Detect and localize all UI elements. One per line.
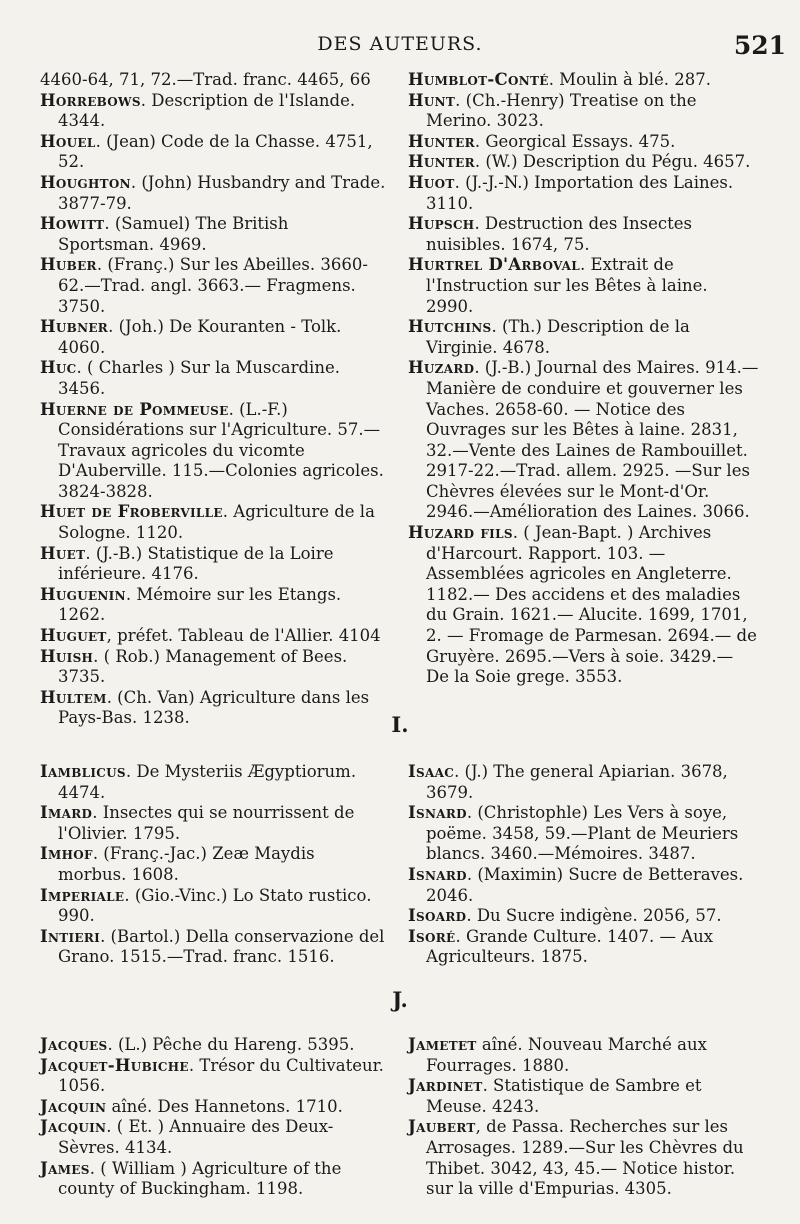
author-name: Hunter: [408, 152, 475, 172]
index-entry: [40, 927, 388, 968]
index-entry: [408, 1035, 760, 1076]
entry-text: . ( Charles ) Sur la Muscardine. 3456.: [58, 358, 340, 398]
section-i-left-column: [40, 762, 388, 968]
author-name: James: [40, 1158, 90, 1178]
author-name: Imperiale: [40, 885, 125, 905]
entry-text: . Insectes qui se nourrissent de l'Olivier. 1795.: [58, 803, 355, 843]
entry-text: aîné. Nouveau Marché aux Fourrages. 1880.: [426, 1035, 707, 1075]
entry-text: . (Christophle) Les Vers à soye, poëme. 3458, 59.—Plant de Meuriers blancs. 3460.—Mémoires. 3487.: [426, 803, 739, 864]
index-entry: [408, 1117, 760, 1199]
entry-text: . De Mysteriis Ægyptiorum. 4474.: [58, 762, 357, 802]
author-name: Huish: [40, 646, 94, 666]
entry-text: . (L.-F.) Considérations sur l'Agriculture. 57.—Travaux agricoles du vicomte D'Auberville. 115.—Colonies agricoles. 3824-3828.: [58, 399, 384, 501]
author-name: Jacques: [40, 1035, 108, 1054]
entry-text: 4460-64, 71, 72.—Trad. franc. 4465, 66: [40, 70, 371, 89]
entry-text: . (Joh.) De Kouranten - Tolk. 4060.: [58, 317, 342, 357]
index-entry: [40, 647, 388, 688]
entry-text: . (J.-B.) Journal des Maires. 914.—Manière de conduire et gouverner les Vaches. 2658-60. — Notice des Ouvrages sur les Bêtes à laine. 2831, 32.—Vente des Laines de Rambouillet. 2917-22.—Trad. allem. 2925. —Sur les Chèvres élevées sur le Mont-d'Or. 2946.—Amélioration des Laines. 3066.: [426, 358, 759, 522]
entry-text: . Description de l'Islande. 4344.: [58, 90, 356, 131]
letter-heading-j: J.: [392, 987, 408, 1012]
entry-text: . ( Et. ) Annuaire des Deux-Sèvres. 4134.: [58, 1117, 334, 1157]
entry-text: . Grande Culture. 1407. — Aux Agriculteurs. 1875.: [426, 926, 714, 967]
author-name: Isoré: [408, 926, 456, 946]
index-entry: [408, 906, 760, 927]
entry-text: . Statistique de Sambre et Meuse. 4243.: [426, 1076, 702, 1116]
author-name: Huguenin: [40, 584, 126, 604]
index-entry: [40, 762, 388, 803]
index-entry: [40, 358, 388, 399]
author-name: Howitt: [40, 214, 105, 234]
author-name: Jacquin: [40, 1117, 107, 1137]
author-name: Huet de Froberville: [40, 502, 223, 522]
entry-text: . Georgical Essays. 475.: [474, 131, 676, 151]
index-entry: [40, 400, 388, 503]
entry-text: , préfet. Tableau de l'Allier. 4104: [106, 626, 381, 646]
author-name: Jaubert: [408, 1117, 476, 1137]
entry-text: . Mémoire sur les Etangs. 1262.: [58, 584, 342, 625]
entry-text: . Trésor du Cultivateur. 1056.: [58, 1055, 384, 1096]
author-name: Iamblicus: [40, 762, 126, 781]
author-name: Imhof: [40, 844, 93, 864]
index-entry: [408, 91, 760, 132]
section-j-right-column: [408, 1035, 760, 1200]
index-entry: [408, 803, 760, 865]
author-name: Huzard: [408, 358, 475, 378]
author-name: Hupsch: [408, 214, 475, 234]
entry-text: . Extrait de l'Instruction sur les Bêtes à laine. 2990.: [426, 255, 708, 316]
index-entry: [408, 865, 760, 906]
author-name: Huguet: [40, 626, 107, 646]
index-entry: [408, 214, 760, 255]
entry-text: . (John) Husbandry and Trade. 3877-79.: [58, 172, 386, 213]
section-h-right-column: [408, 70, 760, 688]
entry-text: . Destruction des Insectes nuisibles. 1674, 75.: [426, 214, 693, 254]
index-entry: [40, 70, 388, 91]
entry-text: . (Samuel) The British Sportsman. 4969.: [58, 214, 289, 254]
index-entry: [40, 585, 388, 626]
author-name: Hunter: [408, 131, 475, 151]
author-name: Jacquet-Hubiche: [40, 1055, 189, 1075]
author-name: Houghton: [40, 172, 131, 192]
author-name: Isnard: [408, 803, 467, 823]
entry-text: . (Franç.-Jac.) Zeæ Maydis morbus. 1608.: [58, 844, 315, 884]
author-name: Jametet: [408, 1035, 477, 1054]
index-entry: [40, 626, 388, 647]
index-entry: [40, 886, 388, 927]
author-name: Hultem: [40, 687, 107, 707]
author-name: Hunt: [408, 90, 456, 110]
entry-text: . ( William ) Agriculture of the county of Buckingham. 1198.: [58, 1158, 342, 1199]
author-name: Jardinet: [408, 1076, 483, 1096]
index-entry: [408, 1076, 760, 1117]
entry-text: . (Ch. Van) Agriculture dans les Pays-Bas. 1238.: [58, 687, 370, 728]
entry-text: . (Jean) Code de la Chasse. 4751, 52.: [58, 131, 373, 172]
entry-text: . (Maximin) Sucre de Betteraves. 2046.: [426, 864, 744, 905]
author-name: Huet: [40, 543, 86, 563]
author-name: Isoard: [408, 906, 467, 926]
entry-text: . ( Rob.) Management of Bees. 3735.: [58, 646, 348, 687]
index-entry: [408, 132, 760, 153]
author-name: Huot: [408, 172, 455, 192]
author-name: Imard: [40, 803, 93, 823]
author-name: Intieri: [40, 926, 101, 946]
author-name: Huerne de Pommeuse: [40, 399, 229, 419]
entry-text: . Agriculture de la Sologne. 1120.: [58, 502, 375, 543]
entry-text: . (Franç.) Sur les Abeilles. 3660-62.—Trad. angl. 3663.— Fragmens. 3750.: [58, 255, 368, 316]
entry-text: aîné. Des Hannetons. 1710.: [106, 1096, 343, 1116]
author-name: Jacquin: [40, 1096, 107, 1116]
entry-text: . (Bartol.) Della conservazione del Grano. 1515.—Trad. franc. 1516.: [58, 926, 385, 967]
index-entry: [408, 927, 760, 968]
author-name: Hurtrel D'Arboval: [408, 255, 581, 275]
index-entry: [408, 173, 760, 214]
author-name: Horrebows: [40, 90, 141, 110]
index-entry: [40, 132, 388, 173]
index-entry: [408, 152, 760, 173]
author-name: Hutchins: [408, 317, 492, 337]
index-entry: [408, 255, 760, 317]
entry-text: . Moulin à blé. 287.: [548, 70, 711, 89]
index-entry: [40, 173, 388, 214]
entry-text: . (J.-J.-N.) Importation des Laines. 3110.: [426, 172, 734, 213]
index-entry: [40, 544, 388, 585]
index-entry: [40, 1117, 388, 1158]
page-number: 521: [733, 31, 786, 60]
entry-text: . (L.) Pêche du Hareng. 5395.: [107, 1035, 355, 1054]
author-name: Huc: [40, 358, 77, 378]
entry-text: . (J.-B.) Statistique de la Loire inférieure. 4176.: [58, 543, 334, 584]
entry-text: . (Ch.-Henry) Treatise on the Merino. 3023.: [426, 90, 697, 131]
entry-text: . ( Jean-Bapt. ) Archives d'Harcourt. Rapport. 103. — Assemblées agricoles en Angleterre. 1182.— Des accidens et des maladies du Grain. 1621.— Alucite. 1699, 1701, 2. — Fromage de Parmesan. 2694.— de Gruyère. 2695.—Vers à soie. 3429.— De la Soie grege. 3553.: [426, 523, 757, 687]
author-name: Isaac: [408, 762, 455, 781]
section-i-right-column: [408, 762, 760, 968]
index-entry: [40, 844, 388, 885]
index-entry: [40, 803, 388, 844]
index-entry: [40, 1159, 388, 1200]
running-header: DES AUTEURS.: [317, 33, 483, 55]
index-entry: [408, 762, 760, 803]
index-entry: [40, 317, 388, 358]
author-name: Houel: [40, 131, 96, 151]
author-name: Huzard fils: [408, 523, 513, 543]
author-name: Huber: [40, 255, 97, 275]
entry-text: . (Th.) Description de la Virginie. 4678.: [426, 317, 690, 357]
index-entry: [40, 1097, 388, 1118]
author-name: Hubner: [40, 317, 109, 337]
index-entry: [40, 1056, 388, 1097]
entry-text: . (Gio.-Vinc.) Lo Stato rustico. 990.: [58, 885, 372, 926]
entry-text: . (W.) Description du Pégu. 4657.: [474, 152, 751, 172]
author-name: Humblot-Conté: [408, 70, 549, 89]
index-entry: [408, 317, 760, 358]
author-name: Isnard: [408, 864, 467, 884]
section-h-left-column: [40, 70, 388, 729]
entry-text: , de Passa. Recherches sur les Arrosages. 1289.—Sur les Chèvres du Thibet. 3042, 43, 45.— Notice histor. sur la ville d'Empurias. 4305.: [426, 1117, 744, 1199]
index-entry: [408, 523, 760, 688]
index-entry: [408, 70, 760, 91]
entry-text: . (J.) The general Apiarian. 3678, 3679.: [426, 762, 728, 802]
index-entry: [40, 255, 388, 317]
index-entry: [40, 214, 388, 255]
entry-text: . Du Sucre indigène. 2056, 57.: [466, 906, 722, 926]
section-j-left-column: [40, 1035, 388, 1200]
letter-heading-i: I.: [391, 712, 409, 737]
index-entry: [408, 358, 760, 523]
index-entry: [40, 1035, 388, 1056]
index-entry: [40, 502, 388, 543]
index-entry: [40, 91, 388, 132]
